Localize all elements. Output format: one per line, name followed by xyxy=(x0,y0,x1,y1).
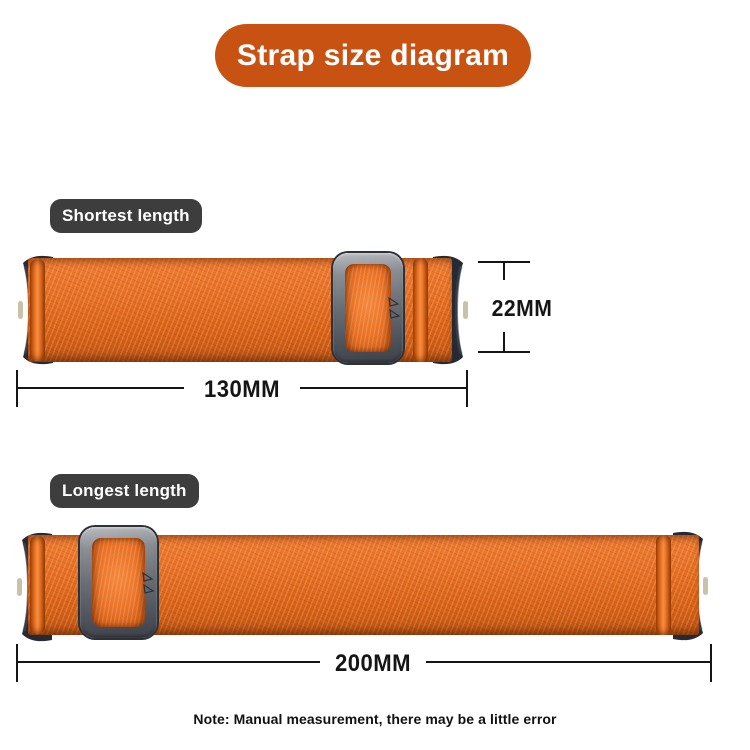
dimension-line xyxy=(503,261,505,280)
shortest-length-label: Shortest length xyxy=(62,206,190,225)
dimension-tick xyxy=(710,644,712,682)
buckle-window xyxy=(92,538,145,627)
note-text: Note: Manual measurement, there may be a little error xyxy=(193,711,557,727)
buckle-logo-icon xyxy=(387,291,401,325)
strap-fold-left xyxy=(30,536,45,634)
page-title: Strap size diagram xyxy=(236,38,510,72)
strap-shortest xyxy=(15,252,470,368)
dimension-line xyxy=(503,332,505,353)
adjuster-buckle xyxy=(80,527,157,638)
title-banner xyxy=(215,24,531,87)
longest-length-label: Longest length xyxy=(62,481,187,500)
dimension-line xyxy=(16,661,320,663)
dimension-tick xyxy=(16,644,18,682)
width-value: 22MM xyxy=(491,295,553,321)
longest-length-value: 200MM xyxy=(335,650,411,677)
dimension-line xyxy=(478,351,530,353)
longest-length-badge xyxy=(50,474,199,508)
buckle-logo-icon xyxy=(141,566,155,600)
buckle-window xyxy=(345,264,391,352)
strap-fold-right xyxy=(413,258,428,362)
dimension-line xyxy=(300,387,468,389)
dimension-line xyxy=(16,387,184,389)
adjuster-buckle xyxy=(333,253,403,363)
dimension-line xyxy=(426,661,712,663)
strap-fold-left xyxy=(30,259,45,361)
shortest-length-value: 130MM xyxy=(204,376,280,403)
strap-fold-right xyxy=(656,535,671,635)
shortest-length-badge xyxy=(50,199,202,233)
strap-longest xyxy=(15,527,712,645)
